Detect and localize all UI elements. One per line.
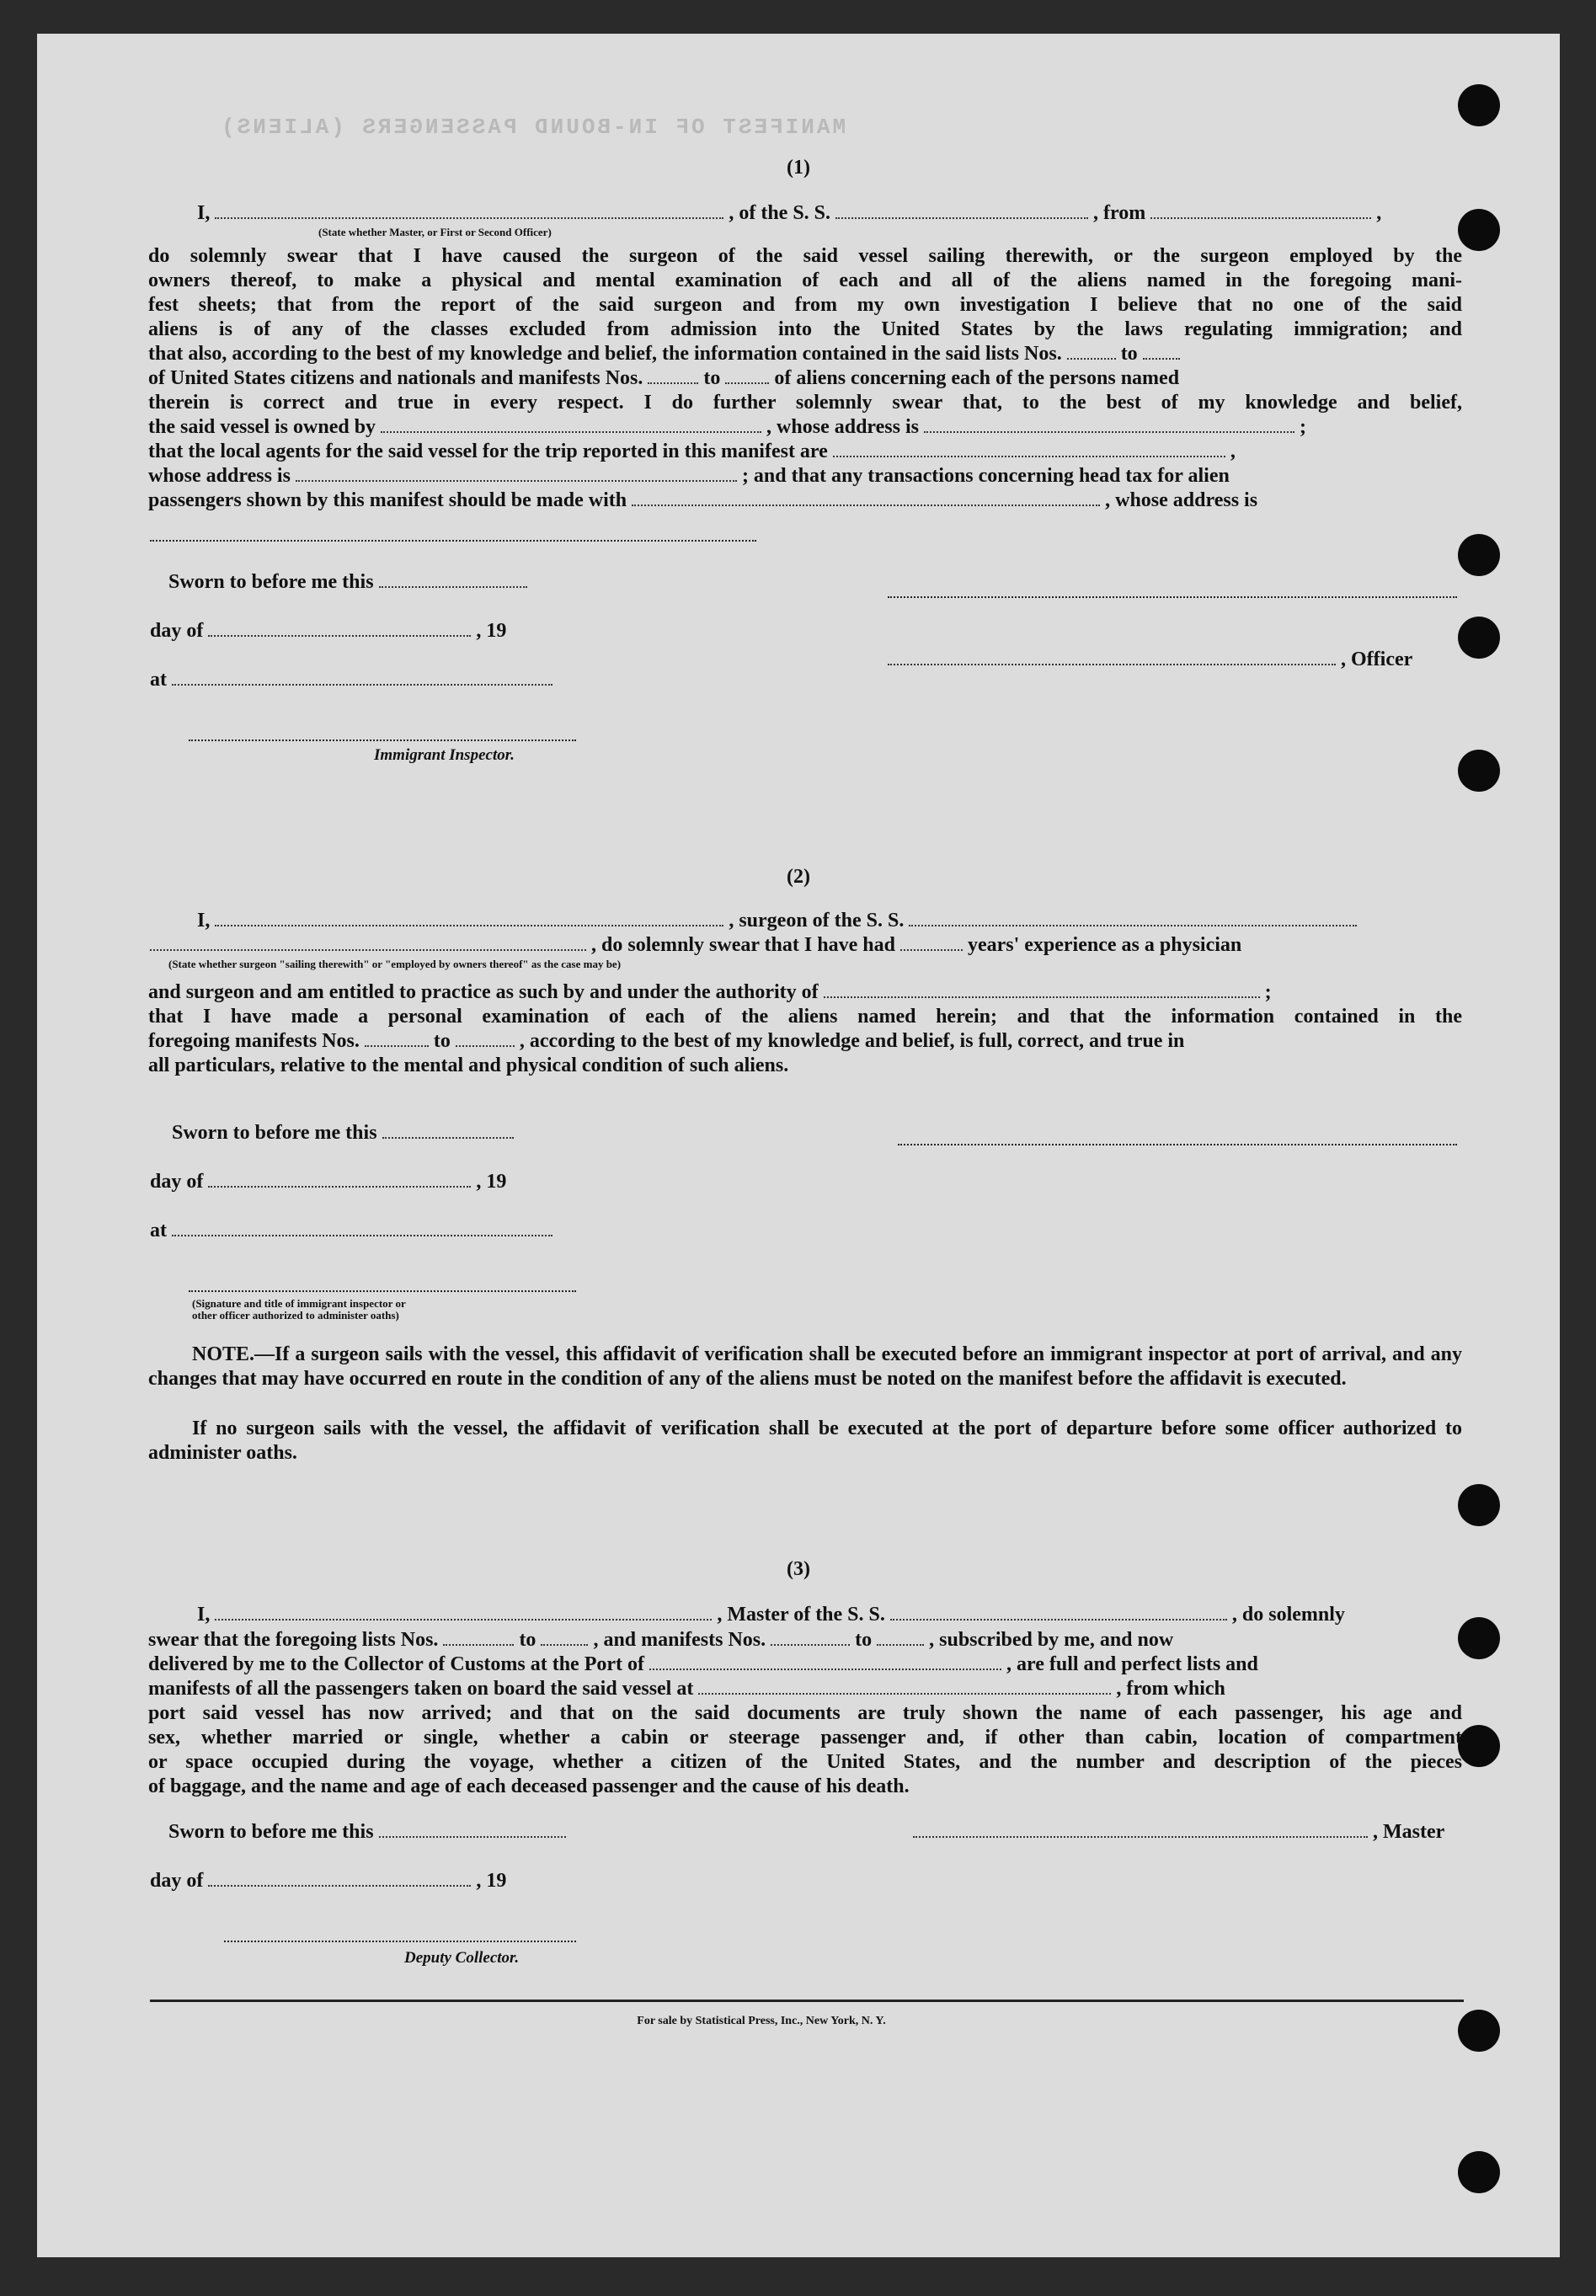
s3-sworn-date-field[interactable]	[379, 1821, 566, 1838]
s2-sworn-line: Sworn to before me this	[172, 1122, 514, 1145]
s1-agents-line: that the local agents for the said vessel for the trip reported in this manifest are ,	[148, 441, 1236, 462]
s1-owner-field[interactable]	[381, 416, 761, 433]
punch-hole-5	[1458, 750, 1500, 792]
s2-day-of-field[interactable]	[208, 1171, 471, 1188]
s3-boarded-line: manifests of all the passengers taken on board the said vessel at , from which	[148, 1678, 1225, 1700]
section-3-number: (3)	[787, 1558, 810, 1580]
s2-sig-note-1: (Signature and title of immigrant inspector or	[192, 1297, 406, 1310]
s1-officer-line: , Officer	[888, 649, 1412, 671]
s1-owner-address-field[interactable]	[924, 416, 1294, 433]
s2-at-place-field[interactable]	[172, 1220, 552, 1236]
s1-from-port-field[interactable]	[1150, 202, 1371, 219]
footer-rule	[150, 2000, 1464, 2002]
s3-body-1: port said vessel has now arrived; and that on the said documents are truly shown the name of each passenger, his age and	[148, 1702, 1462, 1724]
s3-body-4: of baggage, and the name and age of each deceased passenger and the cause of his death.	[148, 1775, 910, 1797]
s1-line-1: I, , of the S. S. , from ,	[197, 202, 1382, 224]
s3-manifest-no-from-field[interactable]	[771, 1629, 850, 1646]
s3-deputy-label: Deputy Collector.	[404, 1949, 520, 1967]
s1-inspector-signature-field[interactable]	[189, 740, 576, 741]
printer-footer: For sale by Statistical Press, Inc., New York, N. Y.	[637, 2015, 886, 2027]
s1-lists-line: that also, according to the best of my knowledge and belief, the information contained in the said lists Nos. to	[148, 342, 1462, 366]
s2-surgeon-note: (State whether surgeon "sailing therewith" or "employed by owners thereof" as the case may be)	[168, 958, 622, 970]
s1-at-line: at	[150, 669, 552, 691]
s2-manifest-no-from-field[interactable]	[365, 1030, 429, 1047]
s1-manifest-no-from-field[interactable]	[648, 367, 698, 384]
s1-body-1: do solemnly swear that I have caused the surgeon of the said vessel sailing therewith, or the surgeon employed by the	[148, 245, 1462, 267]
punch-hole-8	[1458, 1725, 1500, 1767]
bleed-through-header: MANIFEST OF IN-BOUND PASSENGERS (ALIENS)	[219, 115, 846, 140]
s3-master-name-field[interactable]	[215, 1604, 712, 1621]
s2-sig-note-2: other officer authorized to administer oaths)	[192, 1309, 399, 1322]
s3-master-signature-field[interactable]	[913, 1821, 1368, 1838]
s3-line-1: I, , Master of the S. S. , do solemnly	[197, 1604, 1345, 1626]
s1-body-4: aliens is of any of the classes excluded from admission into the United States by the laws regulating immigration; and	[148, 318, 1462, 340]
s1-agent-address-line: whose address is ; and that any transactions concerning head tax for alien	[148, 465, 1230, 487]
s2-status-field[interactable]	[150, 934, 586, 951]
s1-local-agents-field[interactable]	[833, 441, 1225, 457]
s1-at-place-field[interactable]	[172, 669, 552, 686]
s1-payee-address-field[interactable]	[150, 540, 756, 542]
s1-officer-name-field[interactable]	[215, 202, 723, 219]
s1-owner-line: the said vessel is owned by , whose address is ;	[148, 416, 1306, 438]
s3-lists-line: swear that the foregoing lists Nos. to , and manifests Nos. to , subscribed by me, and now	[148, 1629, 1174, 1651]
section-1-number: (1)	[787, 157, 810, 179]
s3-port-field[interactable]	[649, 1653, 1001, 1670]
s1-manifest-no-to-field[interactable]	[725, 367, 769, 384]
s3-manifest-no-to-field[interactable]	[877, 1629, 924, 1646]
s2-line-1: I, , surgeon of the S. S.	[197, 910, 1357, 932]
s3-day-of-field[interactable]	[208, 1870, 471, 1887]
s1-of-ss-label: , of the S. S.	[729, 202, 831, 224]
s3-port-line: delivered by me to the Collector of Customs at the Port of , are full and perfect lists and	[148, 1653, 1258, 1675]
s2-at-line: at	[150, 1220, 552, 1242]
s2-authority-field[interactable]	[824, 981, 1260, 998]
s1-agent-address-field[interactable]	[296, 465, 737, 482]
punch-hole-2	[1458, 209, 1500, 251]
s1-day-line: day of , 19	[150, 620, 507, 642]
s1-signature-line[interactable]	[888, 596, 1457, 598]
s2-sworn-date-field[interactable]	[382, 1122, 514, 1139]
s1-manifests-line: of United States citizens and nationals and manifests Nos. to of aliens concerning each of the persons named	[148, 367, 1180, 389]
s2-years-field[interactable]	[900, 934, 963, 951]
s3-sworn-line: Sworn to before me this	[168, 1821, 566, 1844]
punch-hole-4	[1458, 617, 1500, 659]
s1-body-2: owners thereof, to make a physical and mental examination of each and all of the aliens named in the foregoing mani-	[148, 270, 1462, 291]
s3-master-signature-line: , Master	[913, 1821, 1444, 1844]
s1-vessel-name-field[interactable]	[835, 202, 1088, 219]
s3-list-no-to-field[interactable]	[541, 1629, 588, 1646]
s1-list-no-to-field[interactable]	[1143, 343, 1180, 360]
s2-inspector-signature-field[interactable]	[189, 1290, 576, 1292]
s1-body-3: fest sheets; that from the report of the said surgeon and from my own investigation I believe that no one of the said	[148, 294, 1462, 316]
punch-hole-3	[1458, 534, 1500, 576]
punch-hole-6	[1458, 1484, 1500, 1526]
s1-master-note: (State whether Master, or First or Second Officer)	[318, 226, 552, 238]
s2-manifests-line: foregoing manifests Nos. to , according to the best of my knowledge and belief, is full, correct, and true in	[148, 1030, 1185, 1052]
s2-surgeon-name-field[interactable]	[215, 910, 723, 926]
s1-list-no-from-field[interactable]	[1067, 343, 1116, 360]
s3-body-3: or space occupied during the voyage, whether a citizen of the United States, and the number and description of the pieces	[148, 1751, 1462, 1773]
s3-list-no-from-field[interactable]	[443, 1629, 514, 1646]
s2-manifest-no-to-field[interactable]	[456, 1030, 515, 1047]
s3-deputy-signature-field[interactable]	[224, 1941, 576, 1942]
s2-line-2: , do solemnly swear that I have had years' experience as a physician	[150, 934, 1241, 957]
s3-body-2: sex, whether married or single, whether a cabin or steerage passenger and, if other than cabin, location of compartment	[148, 1727, 1462, 1749]
s2-signature-line[interactable]	[898, 1144, 1457, 1145]
s1-head-tax-payee-field[interactable]	[632, 489, 1100, 506]
s2-day-line: day of , 19	[150, 1171, 507, 1193]
manifest-page	[37, 34, 1560, 2257]
s1-sworn-line: Sworn to before me this	[168, 571, 527, 594]
punch-hole-1	[1458, 84, 1500, 126]
s2-body-2: all particulars, relative to the mental and physical condition of such aliens.	[148, 1055, 789, 1076]
section-2-number: (2)	[787, 866, 810, 888]
s3-day-line: day of , 19	[150, 1870, 507, 1892]
s1-day-of-field[interactable]	[208, 620, 471, 637]
s1-inspector-label: Immigrant Inspector.	[374, 746, 515, 764]
punch-hole-10	[1458, 2151, 1500, 2193]
s2-vessel-name-field[interactable]	[909, 910, 1357, 926]
s2-note-no-surgeon: If no surgeon sails with the vessel, the affidavit of verification shall be executed at the port of departure before some officer authorized to administer oaths.	[148, 1418, 1462, 1464]
s2-note-surgeon-sails: NOTE.—If a surgeon sails with the vessel, this affidavit of verification shall be executed before an immigrant inspector at port of arrival, and any changes that may have occurred en route in the condition of any of the aliens must be noted on the manifest before the affidavit is executed.	[148, 1343, 1462, 1390]
s1-i-label: I,	[197, 202, 211, 224]
s1-from-label: , from	[1093, 202, 1146, 224]
s3-vessel-name-field[interactable]	[890, 1604, 1227, 1621]
s2-body-1: that I have made a personal examination of each of the aliens named herein; and that the information contained in the	[148, 1006, 1462, 1028]
s1-head-tax-line: passengers shown by this manifest should be made with , whose address is	[148, 489, 1258, 511]
s3-boarding-port-field[interactable]	[698, 1678, 1111, 1695]
punch-hole-7	[1458, 1617, 1500, 1659]
s1-body-5: therein is correct and true in every respect. I do further solemnly swear that, to the best of my knowledge and belief,	[148, 392, 1462, 414]
s1-officer-signature-field[interactable]	[888, 649, 1336, 665]
s1-sworn-date-field[interactable]	[379, 571, 527, 588]
s2-authority-line: and surgeon and am entitled to practice as such by and under the authority of ;	[148, 981, 1272, 1003]
